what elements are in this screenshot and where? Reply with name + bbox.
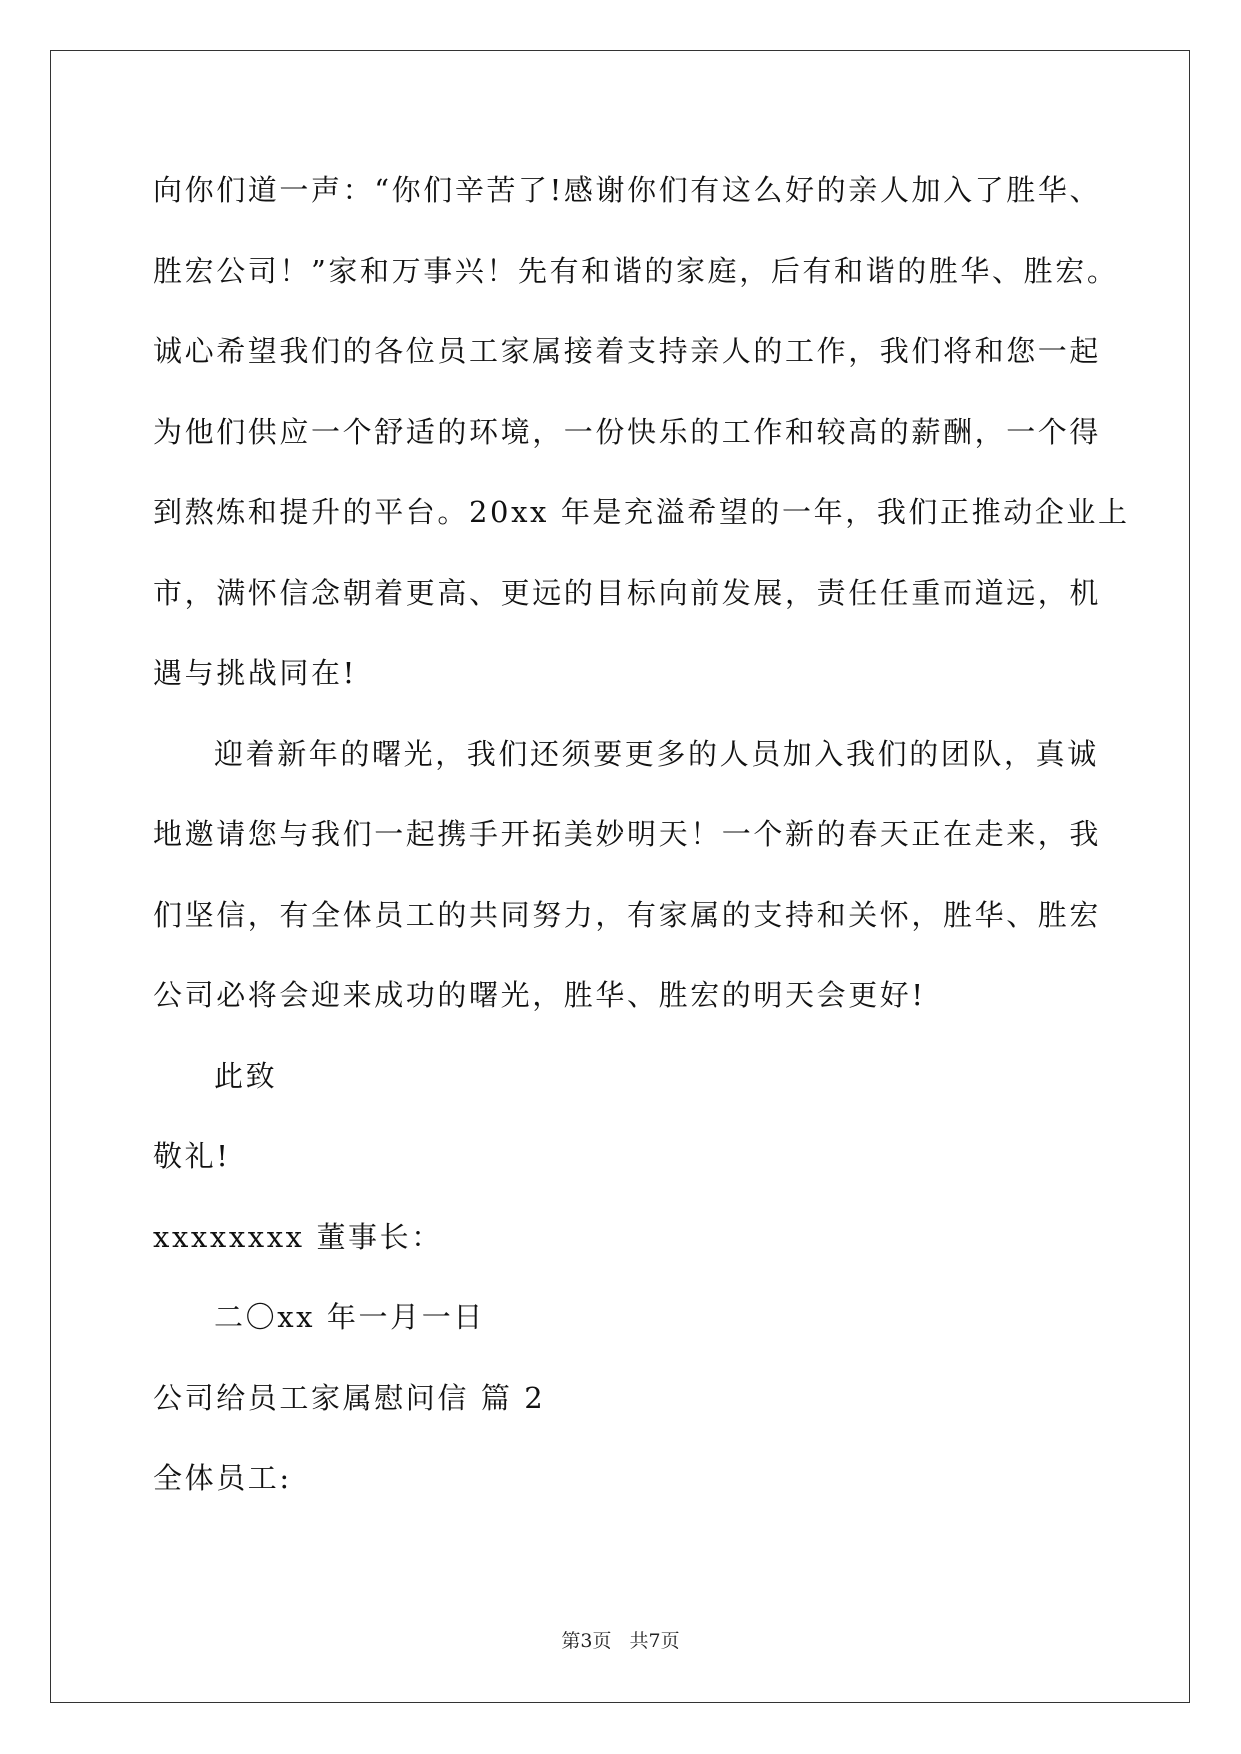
text-line: 诚心希望我们的各位员工家属接着支持亲人的工作，我们将和您一起 [153,334,1102,368]
text-line: 胜宏公司！”家和万事兴！先有和谐的家庭，后有和谐的胜华、胜宏。 [153,253,1119,288]
page-total: 共7页 [629,1630,680,1652]
text-line: 遇与挑战同在! [153,656,357,690]
text-line: 此致 [214,1058,278,1093]
text-line: 公司必将会迎来成功的曙光，胜华、胜宏的明天会更好! [153,978,926,1012]
page-footer [0,1626,1241,1653]
text-line: 地邀请您与我们一起携手开拓美妙明天！一个新的春天正在走来，我 [153,817,1102,851]
text-line: 全体员工: [153,1461,292,1495]
document-body [153,150,1130,1519]
text-line: xxxxxxxx 董事长： [153,1219,443,1254]
text-line: 向你们道一声：“你们辛苦了!感谢你们有这么好的亲人加入了胜华、 [153,173,1102,207]
text-line: 敬礼! [153,1139,231,1173]
text-line: 二〇xx 年一月一日 [214,1300,485,1334]
text-line: 到熬炼和提升的平台。20xx 年是充溢希望的一年，我们正推动企业上 [153,495,1130,529]
text-line: 市，满怀信念朝着更高、更远的目标向前发展，责任任重而道远，机 [153,575,1102,610]
text-line: 们坚信，有全体员工的共同努力，有家属的支持和关怀，胜华、胜宏 [153,897,1102,932]
page-number: 第3页 [561,1630,612,1652]
text-line: 公司给员工家属慰问信 篇 2 [153,1380,546,1415]
text-line: 迎着新年的曙光，我们还须要更多的人员加入我们的团队，真诚 [214,736,1099,771]
text-line: 为他们供应一个舒适的环境，一份快乐的工作和较高的薪酬，一个得 [153,414,1102,449]
